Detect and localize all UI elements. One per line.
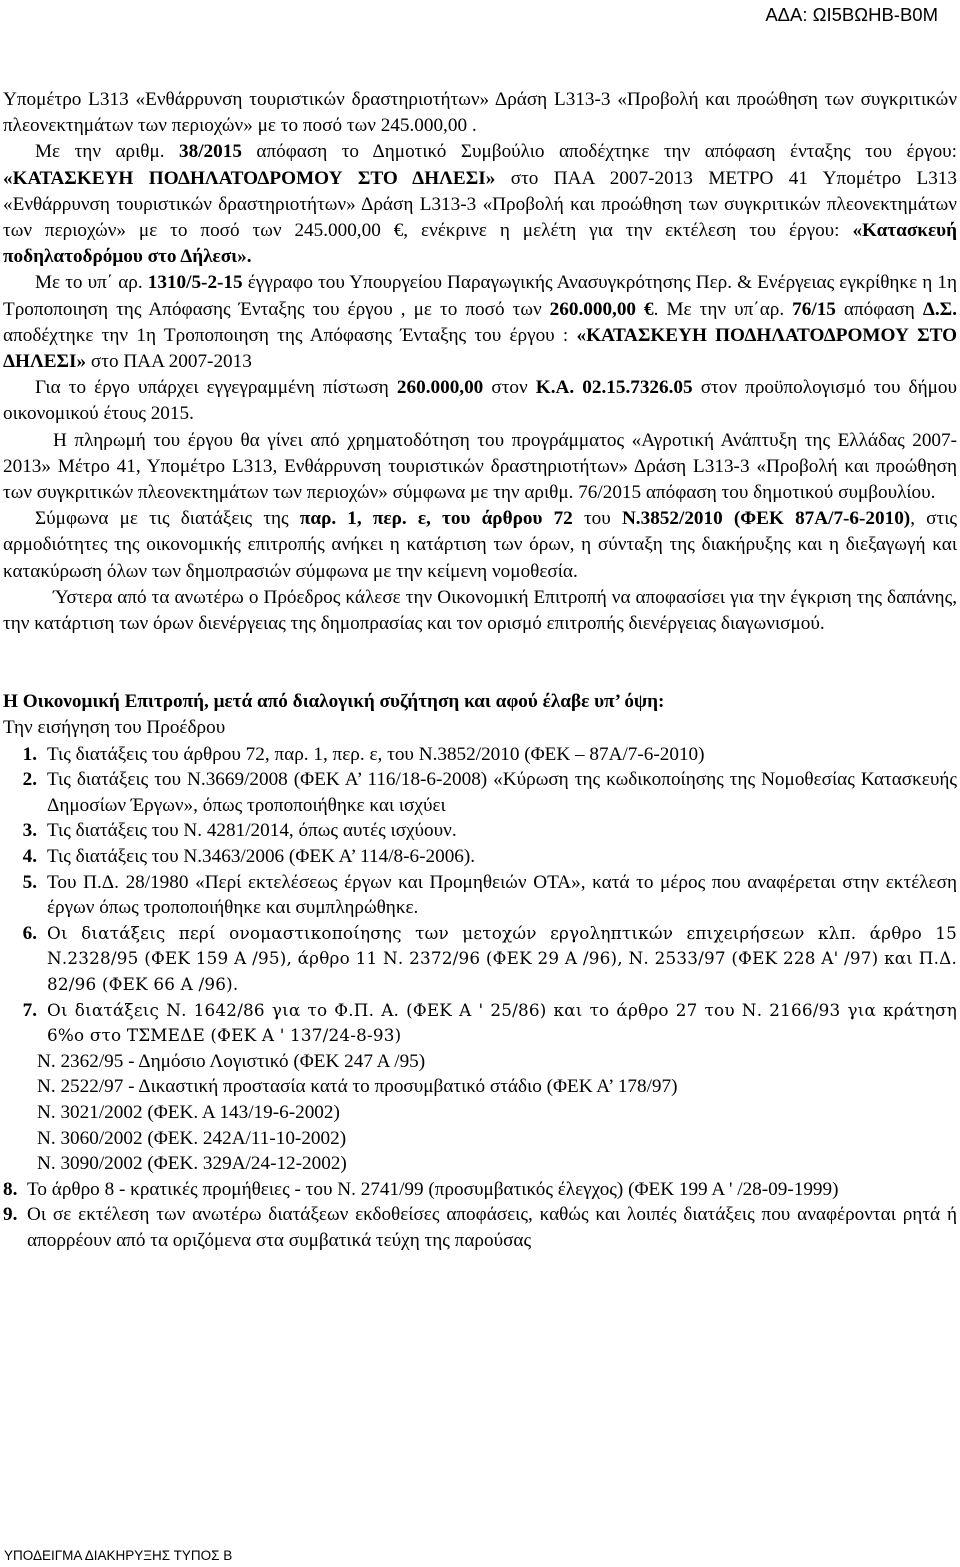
paragraph-1: Υπομέτρο L313 «Ενθάρρυνση τουριστικών δραστηριοτήτων» Δράση L313-3 «Προβολή και προώθηση των συγκριτικών πλεονεκτημάτων των περιοχών» με το ποσό των 245.000,00 . [3,89,957,137]
paragraph-5: Η πληρωμή του έργου θα γίνει από χρηματοδότηση του προγράμματος «Αγροτική Ανάπτυξη της Ελλάδας 2007-2013» Μέτρο 41, Υπομέτρο L313, Ενθάρρυνση τουριστικών δραστηριοτήτων» Δράση L313-3 «Προβολή και προώθηση των συγκριτικών πλεονεκτημάτων των περιοχών» σύμφωνα με την αριθμ. 76/2015 απόφαση του δημοτικού συμβουλίου. [3,429,957,504]
section-subheading: Την εισήγηση του Προέδρου [3,717,226,739]
paragraph-4: Για το έργο υπάρχει εγγεγραμμένη πίστωση 260.000,00 στον Κ.Α. 02.15.7326.05 στον προϋπολογισμό του δήμου οικονομικού έτους 2015. [3,377,958,425]
document-body [3,87,957,1254]
list-subline: Ν. 3021/2002 (ΦΕΚ. Α 143/19-6-2002) [37,1101,340,1123]
list-item: 8. Το άρθρο 8 - κρατικές προμήθειες - του Ν. 2741/99 (προσυμβατικός έλεγχος) (ΦΕΚ 199 Α ' /28-09-1999) [3,1178,839,1200]
paragraph-2: Με την αριθμ. 38/2015 απόφαση το Δημοτικό Συμβούλιο αποδέχτηκε την απόφαση ένταξης του έργου: «ΚΑΤΑΣΚΕΥΗ ΠΟΔΗΛΑΤΟΔΡΟΜΟΥ ΣΤΟ ΔΗΛΕΣΙ» στο ΠΑΑ 2007-2013 ΜΕΤΡΟ 41 Υπομέτρο L313 «Ενθάρρυνση τουριστικών δραστηριοτήτων» Δράση L313-3 «Προβολή και προώθηση των συγκριτικών πλεονεκτημάτων των περιοχών» με το ποσό των 245.000,00 €, ενέκρινε η μελέτη για την εκτέλεση του έργου: «Κατασκευή ποδηλατοδρόμου στο Δήλεσι». [3,141,957,268]
list-item: 4. Τις διατάξεις του Ν.3463/2006 (ΦΕΚ Α’ 114/8-6-2006). [22,846,476,868]
considerations-list [3,742,957,1254]
list-subline: Ν. 3060/2002 (ΦΕΚ. 242Α/11-10-2002) [37,1127,347,1149]
list-item: 6. Οι διατάξεις περί ονομαστικοποίησης των μετοχών εργοληπτικών επιχειρήσεων κλπ. άρθρο 15 Ν.2328/95 (ΦΕΚ 159 Α /95), άρθρο 11 Ν. 2372/96 (ΦΕΚ 29 Α /96), Ν. 2533/97 (ΦΕΚ 228 Α' /97) και Π.Δ. 82/96 (ΦΕΚ 66 Α /96). [22,922,957,995]
list-item: 1. Τις διατάξεις του άρθρου 72, παρ. 1, περ. ε, του Ν.3852/2010 (ΦΕΚ – 87Α/7-6-2010) [22,743,705,765]
list-item: 5. Του Π.Δ. 28/1980 «Περί εκτελέσεως έργων και Προμηθειών ΟΤΑ», κατά το μέρος που αναφέρεται στην εκτέλεση έργων όπως τροποποιήθηκε και συμπληρώθηκε. [22,871,957,919]
list-item: 2. Τις διατάξεις του Ν.3669/2008 (ΦΕΚ Α’ 116/18-6-2008) «Κύρωση της κωδικοποίησης της Νομοθεσίας Κατασκευής Δημοσίων Έργων», όπως τροποποιήθηκε και ισχύει [22,769,957,816]
list-item: 3. Τις διατάξεις του Ν. 4281/2014, όπως αυτές ισχύουν. [22,820,457,842]
section-heading: Η Οικονομική Επιτροπή, μετά από διαλογική συζήτηση και αφού έλαβε υπ’ όψη: [3,691,665,713]
paragraph-7: Ύστερα από τα ανωτέρω ο Πρόεδρος κάλεσε την Οικονομική Επιτροπή να αποφασίσει για την έγκριση της δαπάνης, την κατάρτιση των όρων διενέργειας της δημοπρασίας και τον ορισμό επιτροπής διενέργειας διαγωνισμού. [3,586,957,635]
list-subline: Ν. 3090/2002 (ΦΕΚ. 329Α/24-12-2002) [37,1153,347,1175]
list-subline: Ν. 2522/97 - Δικαστική προστασία κατά το προσυμβατικό στάδιο (ΦΕΚ Α’ 178/97) [37,1076,678,1098]
paragraph-6: Σύμφωνα με τις διατάξεις της παρ. 1, περ. ε, του άρθρου 72 του Ν.3852/2010 (ΦΕΚ 87Α/7-6-2010), στις αρμοδιότητες της οικονομικής επιτροπής ανήκει η κατάρτιση των όρων, η σύνταξη της διακήρυξης και η διεξαγωγή και κατακύρωση όλων των δημοπρασιών σύμφωνα με την κείμενη νομοθεσία. [3,508,957,582]
footer-label: ΥΠΟΔΕΙΓΜΑ ΔΙΑΚΗΡΥΞΗΣ ΤΥΠΟΣ Β [4,1548,233,1563]
list-subline: Ν. 2362/95 - Δημόσιο Λογιστικό (ΦΕΚ 247 Α /95) [37,1050,426,1072]
list-item: 7. Οι διατάξεις Ν. 1642/86 για το Φ.Π. Α. (ΦΕΚ Α ' 25/86) και το άρθρο 27 του Ν. 2166/93 για κράτηση 6%ο στο ΤΣΜΕΔΕ (ΦΕΚ Α ' 137/24-8-93) [22,999,957,1046]
list-item: 9. Οι σε εκτέλεση των ανωτέρω διατάξεων εκδοθείσες αποφάσεις, καθώς και λοιπές διατάξεις που αναφέρονται ρητά ή απορρέουν από τα οριζόμενα στα συμβατικά τεύχη της παρούσας [3,1204,957,1251]
paragraph-3: Με το υπ΄ αρ. 1310/5-2-15 έγγραφο του Υπουργείου Παραγωγικής Ανασυγκρότησης Περ. & Ενέργειας εγκρίθηκε η 1η Τροποποιηση της Απόφασης Ένταξης του έργου , με το ποσό των 260.000,00 €. Με την υπ΄αρ. 76/15 απόφαση Δ.Σ. αποδέχτηκε την 1η Τροποποιηση της Απόφασης Ένταξης του έργου : «ΚΑΤΑΣΚΕΥΗ ΠΟΔΗΛΑΤΟΔΡΟΜΟΥ ΣΤΟ ΔΗΛΕΣΙ» στο ΠΑΑ 2007-2013 [3,272,957,373]
ada-code: ΑΔΑ: ΩΙ5ΒΩΗΒ-Β0Μ [765,4,938,25]
